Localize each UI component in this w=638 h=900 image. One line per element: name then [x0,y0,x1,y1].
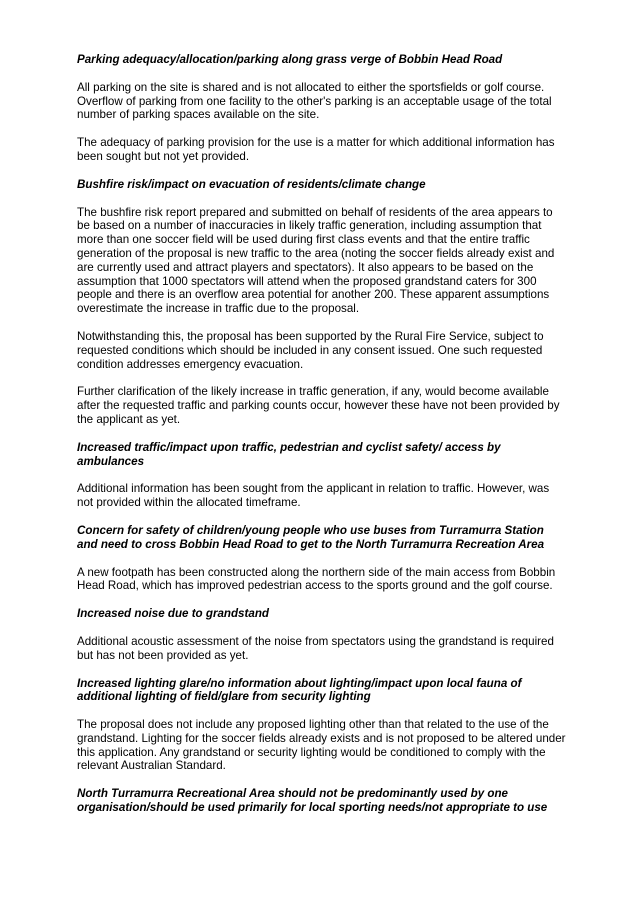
paragraph: Additional information has been sought from the applicant in relation to traffic. However, was not provided within the allocated timeframe. [77,482,550,510]
section-lighting [77,677,567,774]
paragraph: A new footpath has been constructed along the northern side of the main access from Bobbin Head Road, which has improved pedestrian access to the sports ground and the golf course. [77,565,556,593]
section-recreational-area [77,787,567,815]
section-heading: Bushfire risk/impact on evacuation of residents/climate change [77,177,426,191]
section-children-safety [77,524,567,593]
section-heading: Increased lighting glare/no information about lighting/impact upon local fauna of additional lighting of field/glare from security lighting [77,676,522,704]
section-heading: Increased traffic/impact upon traffic, pedestrian and cyclist safety/ access by ambulances [77,440,501,468]
section-noise [77,607,567,662]
paragraph: Further clarification of the likely increase in traffic generation, if any, would become available after the requested traffic and parking counts occur, however these have not been provided by the applicant as yet. [77,385,560,426]
paragraph: Notwithstanding this, the proposal has been supported by the Rural Fire Service, subject to requested conditions which should be included in any consent issued. One such requested condition addresses emergency evacuation. [77,329,544,371]
section-heading: Parking adequacy/allocation/parking along grass verge of Bobbin Head Road [77,53,503,66]
section-traffic [77,441,567,510]
section-bushfire [77,178,567,427]
paragraph: All parking on the site is shared and is not allocated to either the sportsfields or golf course. Overflow of parking from one facility to the other's parking is an acceptable usage of the total number of parking spaces available on the site. [77,80,552,122]
document-body [77,53,567,829]
paragraph: The bushfire risk report prepared and submitted on behalf of residents of the area appears to be based on a number of inaccuracies in likely traffic generation, including assumption that more than one soccer field will be used during first class events and that the entire traffic generation of the proposal is new traffic to the area (noting the soccer fields already exist and are currently used and attract players and spectators). It also appears to be based on the assumption that 1000 spectators will attend when the proposed grandstand caters for 300 people and there is an overflow area potential for another 200. These apparent assumptions overestimate the increase in traffic due to the proposal. [77,205,555,316]
section-heading: North Turramurra Recreational Area should not be predominantly used by one organisation/should be used primarily for local sporting needs/not appropriate to use [77,787,548,815]
paragraph: The adequacy of parking provision for the use is a matter for which additional information has been sought but not yet provided. [77,136,555,163]
section-heading: Concern for safety of children/young people who use buses from Turramurra Station and need to cross Bobbin Head Road to get to the North Turramurra Recreation Area [77,523,545,551]
section-parking [77,53,567,164]
paragraph: The proposal does not include any proposed lighting other than that related to the use of the grandstand. Lighting for the soccer fields already exists and is not proposed to be altered under this application. Any grandstand or security lighting would be conditioned to comply with the relevant Australian Standard. [77,718,566,773]
paragraph: Additional acoustic assessment of the noise from spectators using the grandstand is required but has not been provided as yet. [77,634,554,662]
section-heading: Increased noise due to grandstand [77,607,269,621]
